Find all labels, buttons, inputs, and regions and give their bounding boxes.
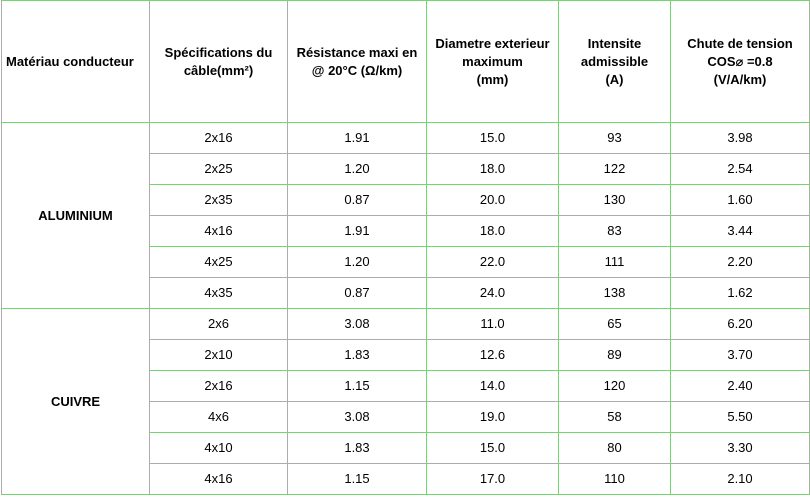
resistance-cell: 3.08: [288, 309, 427, 340]
diametre-cell: 17.0: [427, 464, 559, 495]
chute-cell: 3.98: [671, 123, 810, 154]
header-resistance: [288, 1, 427, 123]
resistance-cell: 3.08: [288, 402, 427, 433]
intensite-cell: 120: [559, 371, 671, 402]
resistance-cell: 1.91: [288, 123, 427, 154]
intensite-cell: 58: [559, 402, 671, 433]
table-row: [2, 309, 810, 340]
spec-cell: 4x25: [150, 247, 288, 278]
diametre-cell: 24.0: [427, 278, 559, 309]
header-chute: [671, 1, 810, 123]
diametre-cell: 22.0: [427, 247, 559, 278]
material-cell-cuivre: CUIVRE: [2, 309, 150, 495]
spec-cell: 2x10: [150, 340, 288, 371]
cable-spec-table: [1, 0, 810, 495]
header-intensite-line1: Intensite: [587, 35, 642, 51]
spec-cell: 4x35: [150, 278, 288, 309]
resistance-cell: 0.87: [288, 185, 427, 216]
resistance-cell: 1.91: [288, 216, 427, 247]
diametre-cell: 15.0: [427, 433, 559, 464]
intensite-cell: 138: [559, 278, 671, 309]
header-diametre: [427, 1, 559, 123]
spec-cell: 4x10: [150, 433, 288, 464]
spec-cell: 2x16: [150, 371, 288, 402]
diametre-cell: 20.0: [427, 185, 559, 216]
intensite-cell: 83: [559, 216, 671, 247]
intensite-cell: 130: [559, 185, 671, 216]
header-diametre-line3: (mm): [476, 71, 509, 87]
intensite-cell: 111: [559, 247, 671, 278]
chute-cell: 3.30: [671, 433, 810, 464]
spec-cell: 4x6: [150, 402, 288, 433]
diametre-cell: 15.0: [427, 123, 559, 154]
header-material-label: Matériau conducteur: [6, 53, 134, 69]
spec-cell: 2x16: [150, 123, 288, 154]
spec-cell: 4x16: [150, 216, 288, 247]
intensite-cell: 65: [559, 309, 671, 340]
chute-cell: 6.20: [671, 309, 810, 340]
material-cell-aluminium: ALUMINIUM: [2, 123, 150, 309]
intensite-cell: 110: [559, 464, 671, 495]
chute-cell: 2.54: [671, 154, 810, 185]
intensite-cell: 89: [559, 340, 671, 371]
resistance-cell: 1.20: [288, 247, 427, 278]
spec-cell: 4x16: [150, 464, 288, 495]
diametre-cell: 14.0: [427, 371, 559, 402]
chute-cell: 2.40: [671, 371, 810, 402]
header-diametre-line2: maximum: [462, 53, 523, 69]
header-chute-line1: Chute de tension: [687, 35, 793, 51]
spec-cell: 2x35: [150, 185, 288, 216]
chute-cell: 3.44: [671, 216, 810, 247]
header-material: [2, 1, 150, 123]
chute-cell: 2.20: [671, 247, 810, 278]
resistance-cell: 1.20: [288, 154, 427, 185]
header-intensite-line3: (A): [605, 71, 624, 87]
intensite-cell: 80: [559, 433, 671, 464]
header-diametre-line1: Diametre exterieur: [435, 35, 550, 51]
header-resistance-line2: @ 20°C (Ω/km): [311, 62, 403, 78]
header-spec: [150, 1, 288, 123]
diametre-cell: 11.0: [427, 309, 559, 340]
header-spec-line2: câble(mm²): [183, 62, 254, 78]
header-spec-line1: Spécifications du: [164, 44, 273, 60]
header-row: [2, 1, 810, 123]
spec-cell: 2x25: [150, 154, 288, 185]
diametre-cell: 18.0: [427, 154, 559, 185]
header-chute-line2: COS⌀ =0.8: [707, 53, 773, 69]
diametre-cell: 12.6: [427, 340, 559, 371]
diametre-cell: 18.0: [427, 216, 559, 247]
diametre-cell: 19.0: [427, 402, 559, 433]
resistance-cell: 1.83: [288, 433, 427, 464]
intensite-cell: 93: [559, 123, 671, 154]
header-intensite-line2: admissible: [580, 53, 649, 69]
header-resistance-line1: Résistance maxi en: [296, 44, 418, 60]
header-chute-line3: (V/A/km): [713, 71, 767, 87]
header-intensite: [559, 1, 671, 123]
chute-cell: 2.10: [671, 464, 810, 495]
resistance-cell: 0.87: [288, 278, 427, 309]
spec-cell: 2x6: [150, 309, 288, 340]
chute-cell: 1.60: [671, 185, 810, 216]
chute-cell: 3.70: [671, 340, 810, 371]
resistance-cell: 1.83: [288, 340, 427, 371]
chute-cell: 5.50: [671, 402, 810, 433]
chute-cell: 1.62: [671, 278, 810, 309]
resistance-cell: 1.15: [288, 371, 427, 402]
intensite-cell: 122: [559, 154, 671, 185]
resistance-cell: 1.15: [288, 464, 427, 495]
table-row: [2, 123, 810, 154]
